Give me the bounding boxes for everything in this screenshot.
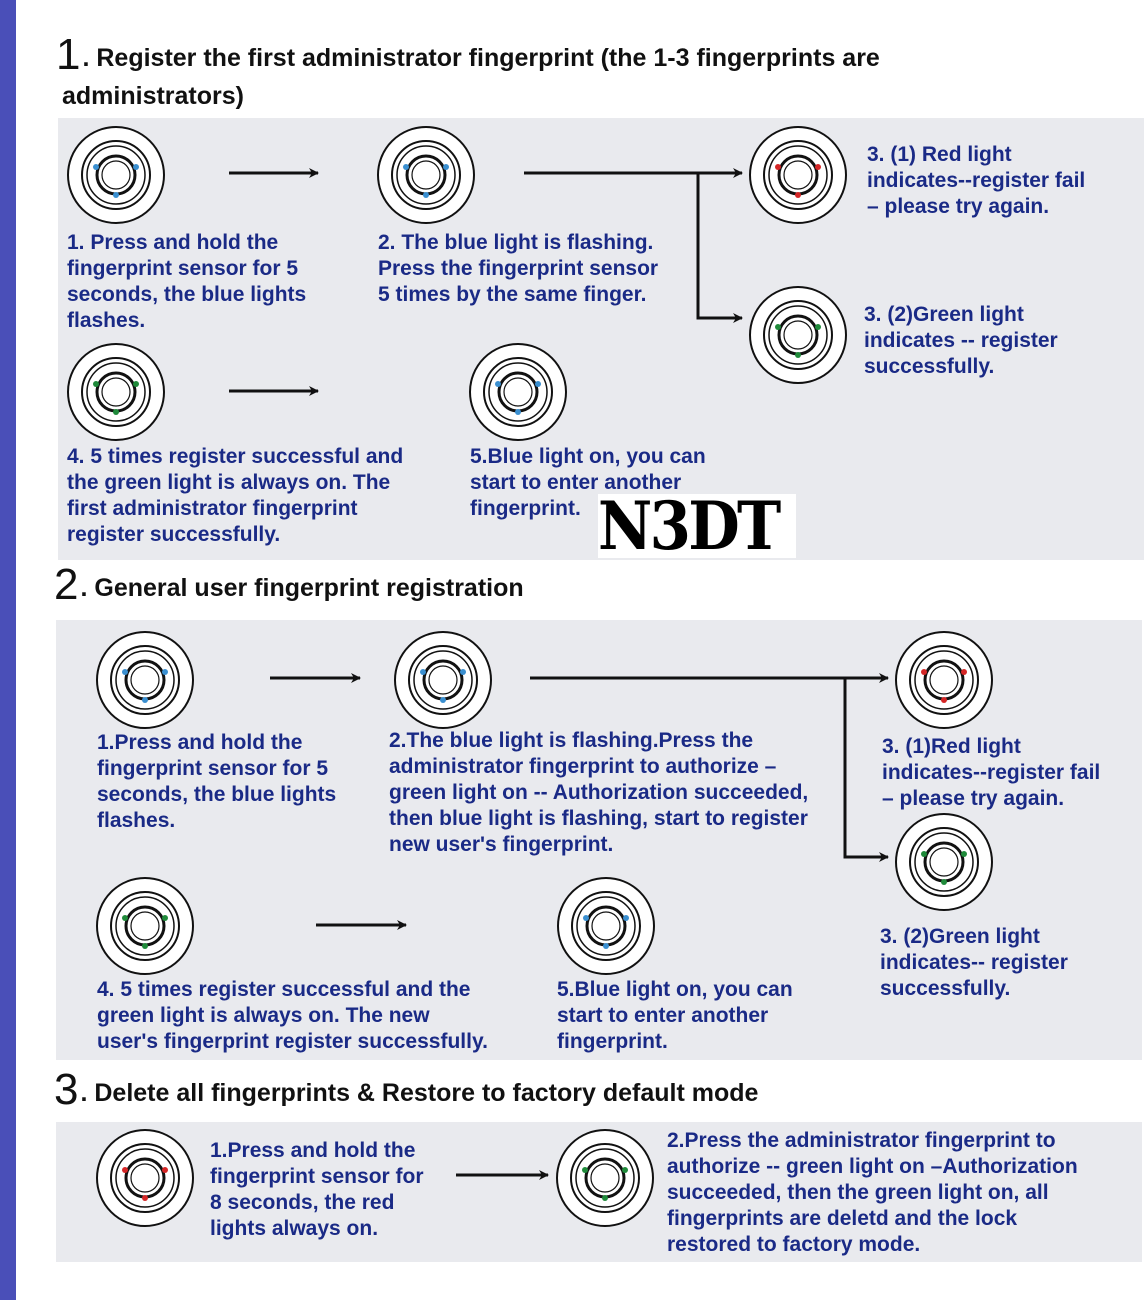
brand-logo — [598, 487, 796, 565]
section-1-number: 1 — [56, 30, 81, 79]
section-1-title: . Register the first administrator fingerprint (the 1-3 fingerprints are — [82, 44, 880, 72]
fingerprint-sensor-icon — [556, 876, 656, 976]
fingerprint-sensor-icon — [376, 125, 476, 225]
s2-step-5-text: 5.Blue light on, you can start to enter another fingerprint. — [557, 978, 793, 1053]
s1-step-3b-text: 3. (2)Green light indicates -- register successfully. — [864, 303, 1058, 378]
s2-step-2-text: 2.The blue light is flashing.Press the administrator fingerprint to authorize – green light on -- Authorization succeeded, then blue light is flashing, start to register new user's fingerprint. — [389, 729, 809, 856]
s1-step-1-text: 1. Press and hold the fingerprint sensor for 5 seconds, the blue lights flashes. — [67, 231, 307, 332]
s2-step-4-text: 4. 5 times register successful and the green light is always on. The new user's fingerprint register successfully. — [97, 978, 488, 1053]
fingerprint-sensor-icon — [66, 342, 166, 442]
section-3-title: . Delete all fingerprints & Restore to factory default mode — [80, 1079, 759, 1107]
fingerprint-sensor-icon — [95, 876, 195, 976]
s1-step-4-text: 4. 5 times register successful and the green light is always on. The first administrator fingerprint register successfully. — [67, 445, 404, 546]
s3-step-2-text: 2.Press the administrator fingerprint to authorize -- green light on –Authorization succeeded, then the green light on, all fingerprints are deletd and the lock restored to factory mode. — [667, 1129, 1078, 1256]
fingerprint-sensor-icon — [95, 630, 195, 730]
fingerprint-sensor-icon — [748, 285, 848, 385]
fingerprint-sensor-icon — [894, 812, 994, 912]
fingerprint-sensor-icon — [468, 342, 568, 442]
left-accent-bar — [0, 0, 16, 1300]
fingerprint-sensor-icon — [393, 630, 493, 730]
section-2-number: 2 — [54, 560, 79, 609]
fingerprint-sensor-icon — [894, 630, 994, 730]
section-3-number: 3 — [54, 1065, 79, 1114]
fingerprint-sensor-icon — [66, 125, 166, 225]
s2-step-3b-text: 3. (2)Green light indicates-- register successfully. — [880, 925, 1068, 1000]
fingerprint-sensor-icon — [748, 125, 848, 225]
brand-logo-text: N3DT — [598, 487, 779, 565]
section-2-heading — [54, 560, 524, 609]
s3-step-1-text: 1.Press and hold the fingerprint sensor for 8 seconds, the red lights always on. — [210, 1139, 424, 1240]
fingerprint-sensor-icon — [555, 1128, 655, 1228]
s1-step-3a-text: 3. (1) Red light indicates--register fail – please try again. — [867, 143, 1086, 218]
s1-step-5-text: 5.Blue light on, you can start to enter another fingerprint. — [470, 445, 706, 520]
s1-step-2-text: 2. The blue light is flashing. Press the fingerprint sensor 5 times by the same finger. — [378, 231, 659, 306]
section-3-heading — [54, 1065, 759, 1114]
section-1-heading — [56, 30, 880, 79]
s2-step-1-text: 1.Press and hold the fingerprint sensor for 5 seconds, the blue lights flashes. — [97, 731, 337, 832]
section-1-heading-line2: administrators) — [62, 82, 244, 110]
fingerprint-sensor-icon — [95, 1128, 195, 1228]
section-2-title: . General user fingerprint registration — [80, 574, 524, 602]
s2-step-3a-text: 3. (1)Red light indicates--register fail – please try again. — [882, 735, 1101, 810]
